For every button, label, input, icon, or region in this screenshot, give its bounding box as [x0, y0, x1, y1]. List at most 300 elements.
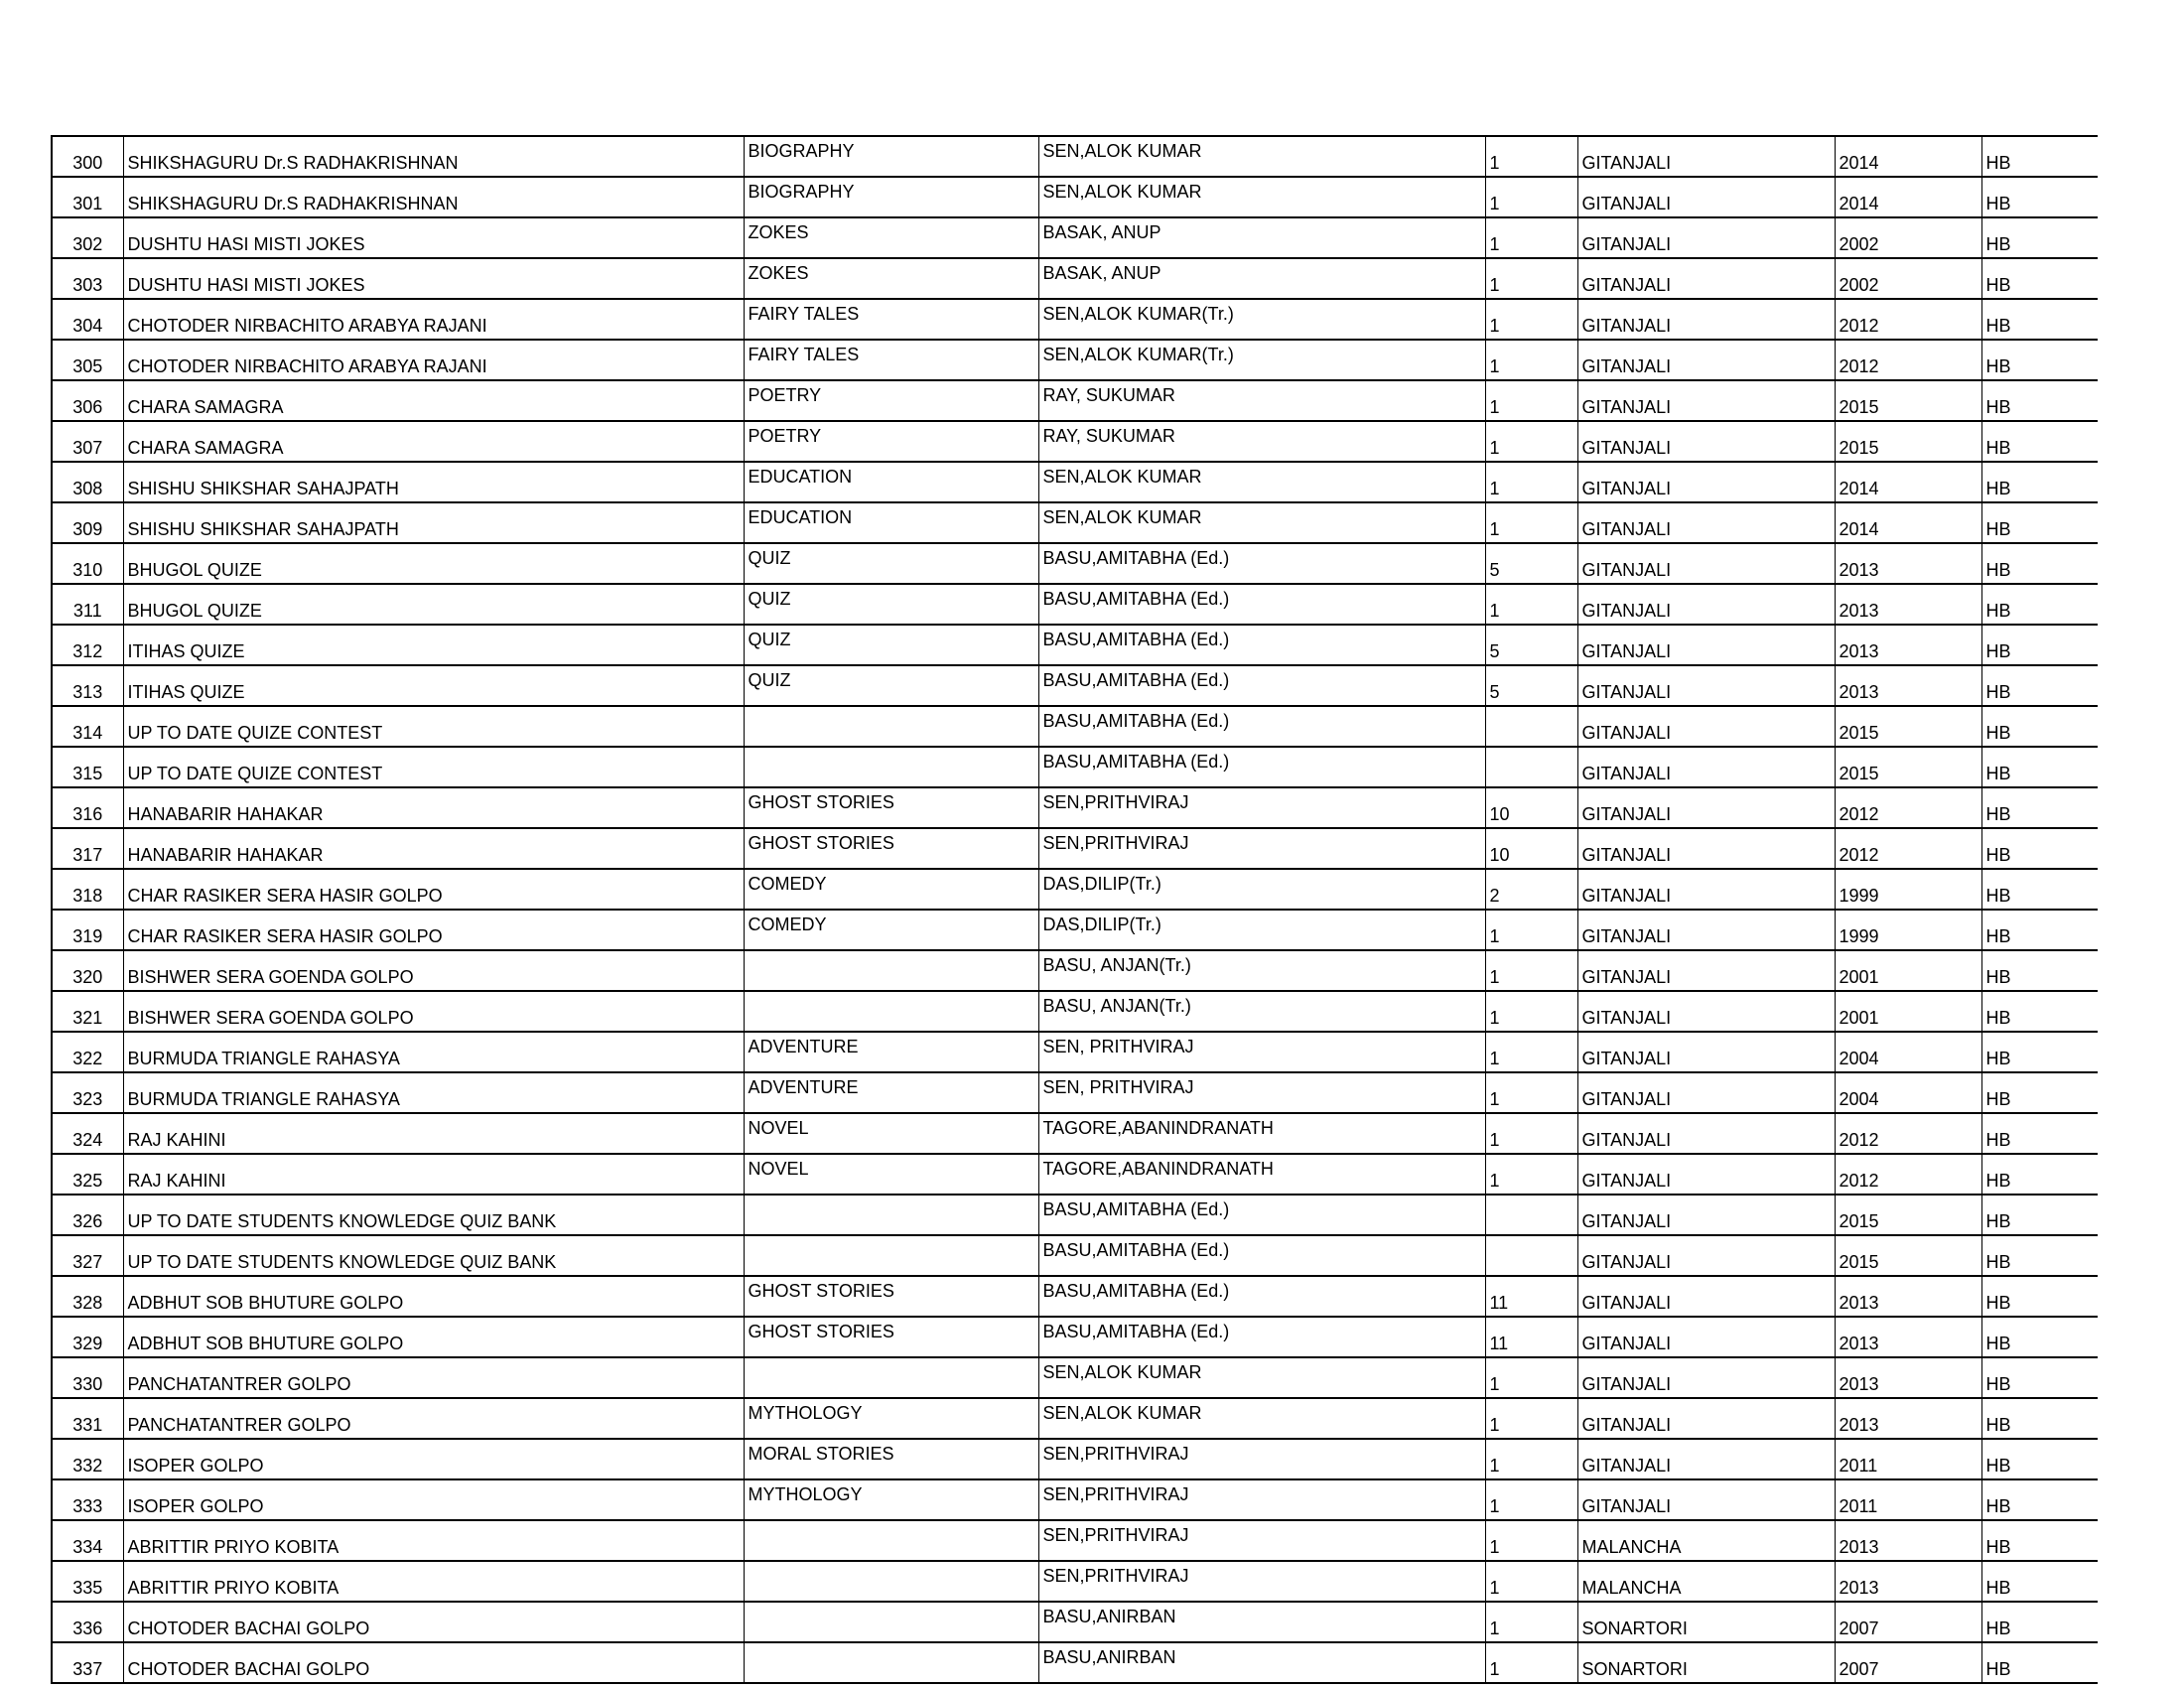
author-cell: TAGORE,ABANINDRANATH: [1038, 1113, 1485, 1154]
author-cell: TAGORE,ABANINDRANATH: [1038, 1154, 1485, 1195]
serial-number-cell: 327: [52, 1235, 123, 1276]
publisher-cell: GITANJALI: [1577, 1317, 1835, 1357]
book-title-cell: HANABARIR HAHAKAR: [123, 828, 744, 869]
author-cell: BASU, ANJAN(Tr.): [1038, 950, 1485, 991]
serial-number-cell: 321: [52, 991, 123, 1032]
table-row: [52, 869, 2098, 910]
author-cell: BASAK, ANUP: [1038, 258, 1485, 299]
serial-number-cell: 332: [52, 1439, 123, 1479]
quantity-cell: 1: [1485, 177, 1577, 217]
year-cell: 2015: [1835, 380, 1981, 421]
table-row: [52, 1032, 2098, 1072]
book-title-cell: PANCHATANTRER GOLPO: [123, 1357, 744, 1398]
quantity-cell: 1: [1485, 950, 1577, 991]
book-catalog-table: [51, 135, 2098, 1684]
year-cell: 2012: [1835, 299, 1981, 340]
book-title-cell: BHUGOL QUIZE: [123, 584, 744, 625]
publisher-cell: GITANJALI: [1577, 706, 1835, 747]
publisher-cell: GITANJALI: [1577, 177, 1835, 217]
author-cell: BASU,AMITABHA (Ed.): [1038, 665, 1485, 706]
publisher-cell: GITANJALI: [1577, 1154, 1835, 1195]
year-cell: 2004: [1835, 1032, 1981, 1072]
binding-cell: HB: [1981, 1113, 2098, 1154]
serial-number-cell: 309: [52, 502, 123, 543]
quantity-cell: 11: [1485, 1276, 1577, 1317]
year-cell: 1999: [1835, 869, 1981, 910]
table-row: [52, 706, 2098, 747]
publisher-cell: GITANJALI: [1577, 1072, 1835, 1113]
category-cell: [744, 1561, 1038, 1602]
year-cell: 2002: [1835, 217, 1981, 258]
book-title-cell: UP TO DATE STUDENTS KNOWLEDGE QUIZ BANK: [123, 1235, 744, 1276]
year-cell: 2002: [1835, 258, 1981, 299]
table-row: [52, 1357, 2098, 1398]
category-cell: ADVENTURE: [744, 1072, 1038, 1113]
year-cell: 2013: [1835, 584, 1981, 625]
serial-number-cell: 308: [52, 462, 123, 502]
serial-number-cell: 304: [52, 299, 123, 340]
publisher-cell: GITANJALI: [1577, 1479, 1835, 1520]
binding-cell: HB: [1981, 1642, 2098, 1683]
publisher-cell: SONARTORI: [1577, 1642, 1835, 1683]
quantity-cell: 5: [1485, 625, 1577, 665]
publisher-cell: MALANCHA: [1577, 1520, 1835, 1561]
category-cell: QUIZ: [744, 584, 1038, 625]
serial-number-cell: 325: [52, 1154, 123, 1195]
publisher-cell: GITANJALI: [1577, 217, 1835, 258]
category-cell: POETRY: [744, 421, 1038, 462]
publisher-cell: GITANJALI: [1577, 1276, 1835, 1317]
publisher-cell: SONARTORI: [1577, 1602, 1835, 1642]
author-cell: BASU,AMITABHA (Ed.): [1038, 543, 1485, 584]
book-title-cell: BISHWER SERA GOENDA GOLPO: [123, 991, 744, 1032]
table-row: [52, 828, 2098, 869]
author-cell: RAY, SUKUMAR: [1038, 421, 1485, 462]
book-title-cell: CHARA SAMAGRA: [123, 421, 744, 462]
publisher-cell: GITANJALI: [1577, 299, 1835, 340]
table-row: [52, 625, 2098, 665]
author-cell: SEN,ALOK KUMAR: [1038, 1398, 1485, 1439]
book-title-cell: SHIKSHAGURU Dr.S RADHAKRISHNAN: [123, 136, 744, 177]
table-row: [52, 177, 2098, 217]
table-row: [52, 299, 2098, 340]
publisher-cell: GITANJALI: [1577, 584, 1835, 625]
quantity-cell: 1: [1485, 258, 1577, 299]
binding-cell: HB: [1981, 625, 2098, 665]
publisher-cell: GITANJALI: [1577, 462, 1835, 502]
category-cell: COMEDY: [744, 869, 1038, 910]
table-row: [52, 991, 2098, 1032]
quantity-cell: 1: [1485, 421, 1577, 462]
binding-cell: HB: [1981, 1195, 2098, 1235]
author-cell: BASU,AMITABHA (Ed.): [1038, 706, 1485, 747]
publisher-cell: GITANJALI: [1577, 502, 1835, 543]
year-cell: 2001: [1835, 950, 1981, 991]
year-cell: 2013: [1835, 1398, 1981, 1439]
serial-number-cell: 337: [52, 1642, 123, 1683]
quantity-cell: 1: [1485, 217, 1577, 258]
book-title-cell: CHOTODER NIRBACHITO ARABYA RAJANI: [123, 340, 744, 380]
author-cell: BASU,AMITABHA (Ed.): [1038, 584, 1485, 625]
table-row: [52, 136, 2098, 177]
category-cell: GHOST STORIES: [744, 1276, 1038, 1317]
category-cell: [744, 1602, 1038, 1642]
binding-cell: HB: [1981, 217, 2098, 258]
book-title-cell: ISOPER GOLPO: [123, 1479, 744, 1520]
category-cell: FAIRY TALES: [744, 340, 1038, 380]
year-cell: 2013: [1835, 625, 1981, 665]
category-cell: FAIRY TALES: [744, 299, 1038, 340]
publisher-cell: GITANJALI: [1577, 380, 1835, 421]
book-title-cell: UP TO DATE STUDENTS KNOWLEDGE QUIZ BANK: [123, 1195, 744, 1235]
binding-cell: HB: [1981, 1602, 2098, 1642]
binding-cell: HB: [1981, 584, 2098, 625]
book-title-cell: ADBHUT SOB BHUTURE GOLPO: [123, 1317, 744, 1357]
author-cell: BASU, ANJAN(Tr.): [1038, 991, 1485, 1032]
publisher-cell: MALANCHA: [1577, 1561, 1835, 1602]
year-cell: 2014: [1835, 177, 1981, 217]
serial-number-cell: 330: [52, 1357, 123, 1398]
quantity-cell: [1485, 747, 1577, 787]
publisher-cell: GITANJALI: [1577, 625, 1835, 665]
category-cell: MYTHOLOGY: [744, 1479, 1038, 1520]
table-row: [52, 1642, 2098, 1683]
category-cell: NOVEL: [744, 1113, 1038, 1154]
serial-number-cell: 335: [52, 1561, 123, 1602]
table-row: [52, 1479, 2098, 1520]
table-row: [52, 584, 2098, 625]
book-title-cell: UP TO DATE QUIZE CONTEST: [123, 706, 744, 747]
serial-number-cell: 317: [52, 828, 123, 869]
category-cell: NOVEL: [744, 1154, 1038, 1195]
table-row: [52, 1072, 2098, 1113]
serial-number-cell: 331: [52, 1398, 123, 1439]
serial-number-cell: 310: [52, 543, 123, 584]
book-title-cell: BURMUDA TRIANGLE RAHASYA: [123, 1032, 744, 1072]
quantity-cell: 1: [1485, 1479, 1577, 1520]
binding-cell: HB: [1981, 258, 2098, 299]
author-cell: SEN, PRITHVIRAJ: [1038, 1072, 1485, 1113]
category-cell: [744, 950, 1038, 991]
year-cell: 2014: [1835, 136, 1981, 177]
serial-number-cell: 328: [52, 1276, 123, 1317]
serial-number-cell: 320: [52, 950, 123, 991]
table-row: [52, 950, 2098, 991]
serial-number-cell: 316: [52, 787, 123, 828]
year-cell: 1999: [1835, 910, 1981, 950]
serial-number-cell: 307: [52, 421, 123, 462]
category-cell: EDUCATION: [744, 462, 1038, 502]
book-title-cell: ISOPER GOLPO: [123, 1439, 744, 1479]
quantity-cell: 5: [1485, 543, 1577, 584]
binding-cell: HB: [1981, 991, 2098, 1032]
author-cell: SEN,PRITHVIRAJ: [1038, 1479, 1485, 1520]
binding-cell: HB: [1981, 1520, 2098, 1561]
book-title-cell: CHOTODER BACHAI GOLPO: [123, 1642, 744, 1683]
table-row: [52, 543, 2098, 584]
serial-number-cell: 323: [52, 1072, 123, 1113]
book-title-cell: BISHWER SERA GOENDA GOLPO: [123, 950, 744, 991]
book-title-cell: ITIHAS QUIZE: [123, 665, 744, 706]
binding-cell: HB: [1981, 1154, 2098, 1195]
publisher-cell: GITANJALI: [1577, 258, 1835, 299]
author-cell: BASU,ANIRBAN: [1038, 1642, 1485, 1683]
year-cell: 2013: [1835, 1276, 1981, 1317]
book-title-cell: DUSHTU HASI MISTI JOKES: [123, 217, 744, 258]
publisher-cell: GITANJALI: [1577, 1235, 1835, 1276]
table-row: [52, 910, 2098, 950]
year-cell: 2012: [1835, 1154, 1981, 1195]
book-title-cell: HANABARIR HAHAKAR: [123, 787, 744, 828]
quantity-cell: 5: [1485, 665, 1577, 706]
year-cell: 2012: [1835, 828, 1981, 869]
category-cell: COMEDY: [744, 910, 1038, 950]
category-cell: [744, 706, 1038, 747]
quantity-cell: 11: [1485, 1317, 1577, 1357]
year-cell: 2015: [1835, 747, 1981, 787]
table-row: [52, 1561, 2098, 1602]
table-row: [52, 665, 2098, 706]
table-row: [52, 258, 2098, 299]
publisher-cell: GITANJALI: [1577, 869, 1835, 910]
binding-cell: HB: [1981, 543, 2098, 584]
serial-number-cell: 329: [52, 1317, 123, 1357]
author-cell: SEN,ALOK KUMAR(Tr.): [1038, 299, 1485, 340]
author-cell: BASU,AMITABHA (Ed.): [1038, 1195, 1485, 1235]
table-row: [52, 1113, 2098, 1154]
serial-number-cell: 324: [52, 1113, 123, 1154]
book-title-cell: CHAR RASIKER SERA HASIR GOLPO: [123, 869, 744, 910]
book-title-cell: UP TO DATE QUIZE CONTEST: [123, 747, 744, 787]
publisher-cell: GITANJALI: [1577, 665, 1835, 706]
binding-cell: HB: [1981, 340, 2098, 380]
year-cell: 2013: [1835, 665, 1981, 706]
table-row: [52, 380, 2098, 421]
author-cell: SEN, PRITHVIRAJ: [1038, 1032, 1485, 1072]
binding-cell: HB: [1981, 177, 2098, 217]
year-cell: 2011: [1835, 1479, 1981, 1520]
author-cell: SEN,ALOK KUMAR: [1038, 462, 1485, 502]
year-cell: 2015: [1835, 1235, 1981, 1276]
publisher-cell: GITANJALI: [1577, 1032, 1835, 1072]
table-row: [52, 1154, 2098, 1195]
book-title-cell: PANCHATANTRER GOLPO: [123, 1398, 744, 1439]
year-cell: 2015: [1835, 1195, 1981, 1235]
table-row: [52, 217, 2098, 258]
book-title-cell: ADBHUT SOB BHUTURE GOLPO: [123, 1276, 744, 1317]
publisher-cell: GITANJALI: [1577, 950, 1835, 991]
serial-number-cell: 302: [52, 217, 123, 258]
author-cell: SEN,ALOK KUMAR: [1038, 1357, 1485, 1398]
table-row: [52, 1195, 2098, 1235]
author-cell: SEN,PRITHVIRAJ: [1038, 1520, 1485, 1561]
publisher-cell: GITANJALI: [1577, 543, 1835, 584]
category-cell: GHOST STORIES: [744, 1317, 1038, 1357]
category-cell: [744, 747, 1038, 787]
author-cell: BASU,AMITABHA (Ed.): [1038, 1317, 1485, 1357]
table-row: [52, 462, 2098, 502]
year-cell: 2007: [1835, 1602, 1981, 1642]
category-cell: BIOGRAPHY: [744, 177, 1038, 217]
serial-number-cell: 305: [52, 340, 123, 380]
author-cell: BASU,AMITABHA (Ed.): [1038, 1235, 1485, 1276]
author-cell: SEN,ALOK KUMAR(Tr.): [1038, 340, 1485, 380]
book-title-cell: CHAR RASIKER SERA HASIR GOLPO: [123, 910, 744, 950]
author-cell: SEN,PRITHVIRAJ: [1038, 787, 1485, 828]
book-title-cell: RAJ KAHINI: [123, 1154, 744, 1195]
year-cell: 2013: [1835, 543, 1981, 584]
author-cell: BASU,ANIRBAN: [1038, 1602, 1485, 1642]
quantity-cell: [1485, 1235, 1577, 1276]
year-cell: 2007: [1835, 1642, 1981, 1683]
serial-number-cell: 312: [52, 625, 123, 665]
table-row: [52, 421, 2098, 462]
book-title-cell: ABRITTIR PRIYO KOBITA: [123, 1520, 744, 1561]
binding-cell: HB: [1981, 706, 2098, 747]
book-title-cell: SHIKSHAGURU Dr.S RADHAKRISHNAN: [123, 177, 744, 217]
publisher-cell: GITANJALI: [1577, 1357, 1835, 1398]
binding-cell: HB: [1981, 299, 2098, 340]
year-cell: 2015: [1835, 706, 1981, 747]
publisher-cell: GITANJALI: [1577, 340, 1835, 380]
book-title-cell: SHISHU SHIKSHAR SAHAJPATH: [123, 502, 744, 543]
year-cell: 2001: [1835, 991, 1981, 1032]
publisher-cell: GITANJALI: [1577, 1113, 1835, 1154]
binding-cell: HB: [1981, 1561, 2098, 1602]
binding-cell: HB: [1981, 869, 2098, 910]
quantity-cell: 1: [1485, 1642, 1577, 1683]
book-title-cell: BHUGOL QUIZE: [123, 543, 744, 584]
quantity-cell: 10: [1485, 828, 1577, 869]
serial-number-cell: 301: [52, 177, 123, 217]
category-cell: GHOST STORIES: [744, 828, 1038, 869]
quantity-cell: 1: [1485, 584, 1577, 625]
publisher-cell: GITANJALI: [1577, 747, 1835, 787]
category-cell: [744, 1195, 1038, 1235]
binding-cell: HB: [1981, 1317, 2098, 1357]
quantity-cell: 1: [1485, 136, 1577, 177]
quantity-cell: 1: [1485, 380, 1577, 421]
book-title-cell: DUSHTU HASI MISTI JOKES: [123, 258, 744, 299]
serial-number-cell: 311: [52, 584, 123, 625]
year-cell: 2004: [1835, 1072, 1981, 1113]
quantity-cell: 10: [1485, 787, 1577, 828]
quantity-cell: [1485, 706, 1577, 747]
binding-cell: HB: [1981, 380, 2098, 421]
category-cell: QUIZ: [744, 665, 1038, 706]
year-cell: 2015: [1835, 421, 1981, 462]
year-cell: 2012: [1835, 787, 1981, 828]
binding-cell: HB: [1981, 787, 2098, 828]
serial-number-cell: 306: [52, 380, 123, 421]
binding-cell: HB: [1981, 1276, 2098, 1317]
category-cell: ZOKES: [744, 258, 1038, 299]
book-title-cell: CHARA SAMAGRA: [123, 380, 744, 421]
quantity-cell: 1: [1485, 1398, 1577, 1439]
year-cell: 2012: [1835, 1113, 1981, 1154]
publisher-cell: GITANJALI: [1577, 1439, 1835, 1479]
serial-number-cell: 313: [52, 665, 123, 706]
book-title-cell: RAJ KAHINI: [123, 1113, 744, 1154]
quantity-cell: 1: [1485, 991, 1577, 1032]
binding-cell: HB: [1981, 1398, 2098, 1439]
binding-cell: HB: [1981, 421, 2098, 462]
table-row: [52, 1276, 2098, 1317]
quantity-cell: 1: [1485, 1357, 1577, 1398]
category-cell: POETRY: [744, 380, 1038, 421]
quantity-cell: 1: [1485, 340, 1577, 380]
table-row: [52, 1235, 2098, 1276]
year-cell: 2012: [1835, 340, 1981, 380]
table-row: [52, 1602, 2098, 1642]
table-row: [52, 1439, 2098, 1479]
serial-number-cell: 319: [52, 910, 123, 950]
binding-cell: HB: [1981, 1072, 2098, 1113]
year-cell: 2013: [1835, 1357, 1981, 1398]
author-cell: SEN,PRITHVIRAJ: [1038, 828, 1485, 869]
table-row: [52, 340, 2098, 380]
table-row: [52, 502, 2098, 543]
table-row: [52, 1317, 2098, 1357]
category-cell: QUIZ: [744, 543, 1038, 584]
quantity-cell: 1: [1485, 462, 1577, 502]
serial-number-cell: 318: [52, 869, 123, 910]
author-cell: SEN,PRITHVIRAJ: [1038, 1561, 1485, 1602]
quantity-cell: 1: [1485, 1520, 1577, 1561]
serial-number-cell: 314: [52, 706, 123, 747]
binding-cell: HB: [1981, 747, 2098, 787]
quantity-cell: 1: [1485, 299, 1577, 340]
quantity-cell: 1: [1485, 502, 1577, 543]
category-cell: MYTHOLOGY: [744, 1398, 1038, 1439]
year-cell: 2013: [1835, 1561, 1981, 1602]
author-cell: BASAK, ANUP: [1038, 217, 1485, 258]
book-title-cell: CHOTODER NIRBACHITO ARABYA RAJANI: [123, 299, 744, 340]
author-cell: DAS,DILIP(Tr.): [1038, 910, 1485, 950]
quantity-cell: 1: [1485, 1602, 1577, 1642]
publisher-cell: GITANJALI: [1577, 421, 1835, 462]
serial-number-cell: 300: [52, 136, 123, 177]
year-cell: 2014: [1835, 462, 1981, 502]
binding-cell: HB: [1981, 1479, 2098, 1520]
binding-cell: HB: [1981, 910, 2098, 950]
category-cell: ADVENTURE: [744, 1032, 1038, 1072]
quantity-cell: 1: [1485, 1154, 1577, 1195]
binding-cell: HB: [1981, 136, 2098, 177]
table-row: [52, 747, 2098, 787]
catalog-sheet: [51, 135, 2097, 1684]
author-cell: BASU,AMITABHA (Ed.): [1038, 747, 1485, 787]
category-cell: ZOKES: [744, 217, 1038, 258]
category-cell: BIOGRAPHY: [744, 136, 1038, 177]
category-cell: GHOST STORIES: [744, 787, 1038, 828]
quantity-cell: 1: [1485, 1072, 1577, 1113]
quantity-cell: 1: [1485, 1032, 1577, 1072]
publisher-cell: GITANJALI: [1577, 910, 1835, 950]
book-title-cell: ITIHAS QUIZE: [123, 625, 744, 665]
table-row: [52, 1398, 2098, 1439]
serial-number-cell: 315: [52, 747, 123, 787]
binding-cell: HB: [1981, 828, 2098, 869]
year-cell: 2014: [1835, 502, 1981, 543]
binding-cell: HB: [1981, 502, 2098, 543]
book-title-cell: CHOTODER BACHAI GOLPO: [123, 1602, 744, 1642]
quantity-cell: 2: [1485, 869, 1577, 910]
binding-cell: HB: [1981, 665, 2098, 706]
book-title-cell: SHISHU SHIKSHAR SAHAJPATH: [123, 462, 744, 502]
author-cell: BASU,AMITABHA (Ed.): [1038, 625, 1485, 665]
serial-number-cell: 334: [52, 1520, 123, 1561]
